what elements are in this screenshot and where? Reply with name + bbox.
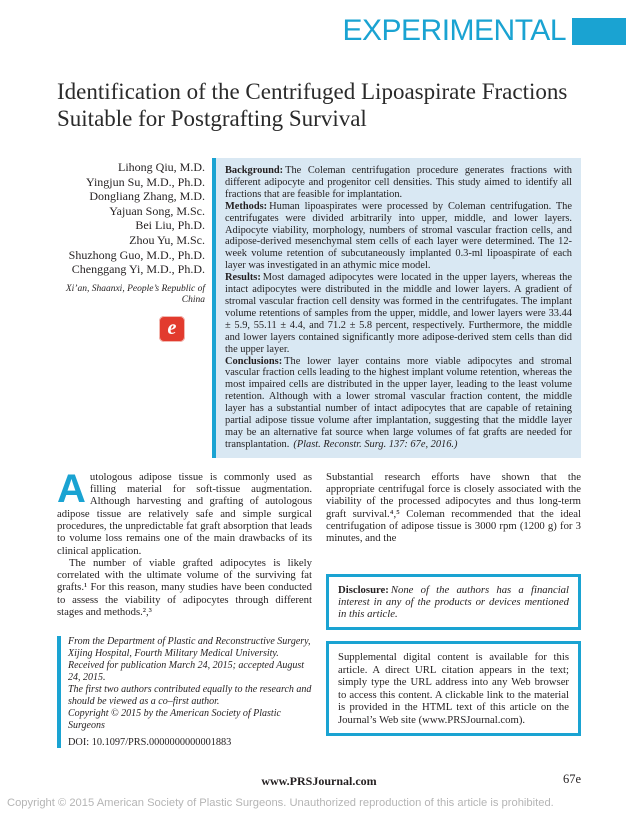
abstract-methods-label: Methods:	[225, 200, 268, 212]
author-name: Bei Liu, Ph.D.	[135, 218, 205, 233]
e-article-icon: e	[159, 316, 185, 342]
abstract-box	[212, 158, 581, 458]
paragraph-viability: The number of viable grafted adipocytes is likely correlated with the ultimate volume of the surviving fat grafts.¹ For this reason, many studies have been conducted to assess the viability of adipocytes through different stages and methods.²,³	[57, 556, 312, 619]
abstract-conclusions-text: The lower layer contains more viable adipocytes and stromal vascular fraction cells leading to the highest implant volume retention, whereas the most impaired cells are distributed in the upper layer, leading to the least volume retention. Although with a lower stromal vascular fraction content, the middle layer has a substantial number of intact adipocytes that are capable of retaining partial adipose tissue volume after implantation, suggesting that the middle layer may be an alternative fat source when large volumes of fat grafts are needed for transplantation.	[225, 355, 572, 450]
section-header	[0, 0, 632, 48]
drop-cap: A	[57, 466, 86, 511]
disclosure-paragraph	[338, 584, 569, 621]
e-badge-row	[57, 316, 185, 342]
author-name: Yajuan Song, M.Sc.	[109, 203, 205, 218]
author-name: Dongliang Zhang, M.D.	[89, 189, 205, 204]
article-title: Identification of the Centrifuged Lipoaspirate Fractions Suitable for Postgrafting Survival	[57, 79, 568, 131]
supplemental-box	[326, 641, 581, 736]
paragraph-intro	[57, 466, 312, 557]
abstract-conclusions	[225, 356, 572, 451]
footnote-line: Received for publication March 24, 2015; accepted August 24, 2015.	[68, 660, 305, 684]
paragraph-intro-text: utologous adipose tissue is commonly used as filling material for soft-tissue augmentation. Although harvesting and grafting of autologous adipose tissue are relatively safe and simple surgical procedures, the unpredictable fat graft absorption that leads to volume loss remains one of the main drawbacks of its clinical application.	[57, 470, 312, 557]
abstract-background	[225, 165, 572, 201]
footnote-line: From the Department of Plastic and Reconstructive Surgery, Xijing Hospital, Fourth Military Medical University.	[68, 636, 311, 660]
disclosure-box	[326, 574, 581, 631]
author-list	[57, 158, 205, 458]
body-columns	[57, 466, 581, 749]
journal-url-link[interactable]: www.PRSJournal.com	[261, 774, 377, 788]
author-name: Shuzhong Guo, M.D., Ph.D.	[68, 247, 205, 262]
authors-abstract-row	[57, 158, 581, 458]
section-color-block-icon	[572, 18, 626, 45]
abstract-citation: (Plast. Reconstr. Surg. 137: 67e, 2016.)	[293, 438, 458, 450]
copyright-notice: Copyright © 2015 American Society of Plastic Surgeons. Unauthorized reproduction of this article is prohibited.	[7, 797, 554, 809]
author-name: Chenggang Yi, M.D., Ph.D.	[71, 262, 205, 277]
body-column-left	[57, 466, 312, 749]
footnote-line: Copyright © 2015 by the American Society of Plastic Surgeons	[68, 708, 281, 732]
section-label: EXPERIMENTAL	[342, 14, 566, 47]
footnote-line: The first two authors contributed equally to the research and should be viewed as a co–first author.	[68, 684, 312, 708]
paragraph-centrifugal: Substantial research efforts have shown that the appropriate centrifugal force is closely associated with the viability of the processed adipocytes and thus long-term graft survival.⁴,⁵ Coleman recommended that the ideal centrifugation of adipose tissue is 3000 rpm (1200 g) for 3 minutes, and the	[326, 470, 581, 545]
doi-line: DOI: 10.1097/PRS.0000000000001883	[68, 737, 232, 749]
abstract-methods-text: Human lipoaspirates were processed by Coleman centrifugation. The centrifugates were divided arbitrarily into upper, middle, and lower layers. Adipocyte viability, morphology, numbers of stromal vascular fraction cells, and adipose-derived mesenchymal stem cells of each layer were determined. The 12-week volume retention of subcutaneously implanted 0.3-ml lipoaspirate of each layer was investigated in an athymic mice model.	[225, 200, 572, 272]
abstract-background-text: The Coleman centrifugation procedure generates fractions with different adipocyte and progenitor cell densities. This study aimed to identify all fractions that are feasible for implantation.	[225, 165, 572, 200]
affiliation: Xi’an, Shaanxi, People’s Republic of China	[65, 283, 205, 306]
abstract-results	[225, 272, 572, 355]
body-column-right	[326, 471, 581, 749]
page-number: 67e	[562, 772, 581, 786]
supplemental-text: Supplemental digital content is available for this article. A direct URL citation appears in the text; simply type the URL address into any Web browser to access this content. A clickable link to the material is provided in the HTML text of this article on the Journal’s Web site (www.PRSJournal.com).	[338, 651, 569, 726]
disclosure-label: Disclosure:	[338, 583, 389, 596]
author-name: Lihong Qiu, M.D.	[118, 160, 205, 174]
disclosure-text: None of the authors has a financial interest in any of the products or devices mentioned in this article.	[338, 583, 569, 621]
abstract-background-label: Background:	[225, 165, 284, 176]
author-name: Yingjun Su, M.D., Ph.D.	[85, 174, 205, 189]
abstract-methods	[225, 201, 572, 272]
page-footer	[57, 772, 581, 790]
abstract-results-label: Results:	[225, 272, 261, 284]
author-name: Zhou Yu, M.Sc.	[129, 232, 205, 247]
abstract-results-text: Most damaged adipocytes were located in the upper layers, whereas the intact adipocytes were distributed in the middle and lower layers. A gradient of stromal vascular fraction cell density was formed in the centrifugates. The implant volume retentions of samples from the upper, middle, and lower layers were 33.44 ± 5.9, 55.11 ± 4.4, and 71.2 ± 5.8 percent, respectively. Furthermore, the middle and lower layers contained significantly more adipose-derived stem cells than did the upper layer.	[225, 272, 572, 355]
abstract-conclusions-label: Conclusions:	[225, 355, 283, 367]
footnote-block	[57, 636, 312, 748]
